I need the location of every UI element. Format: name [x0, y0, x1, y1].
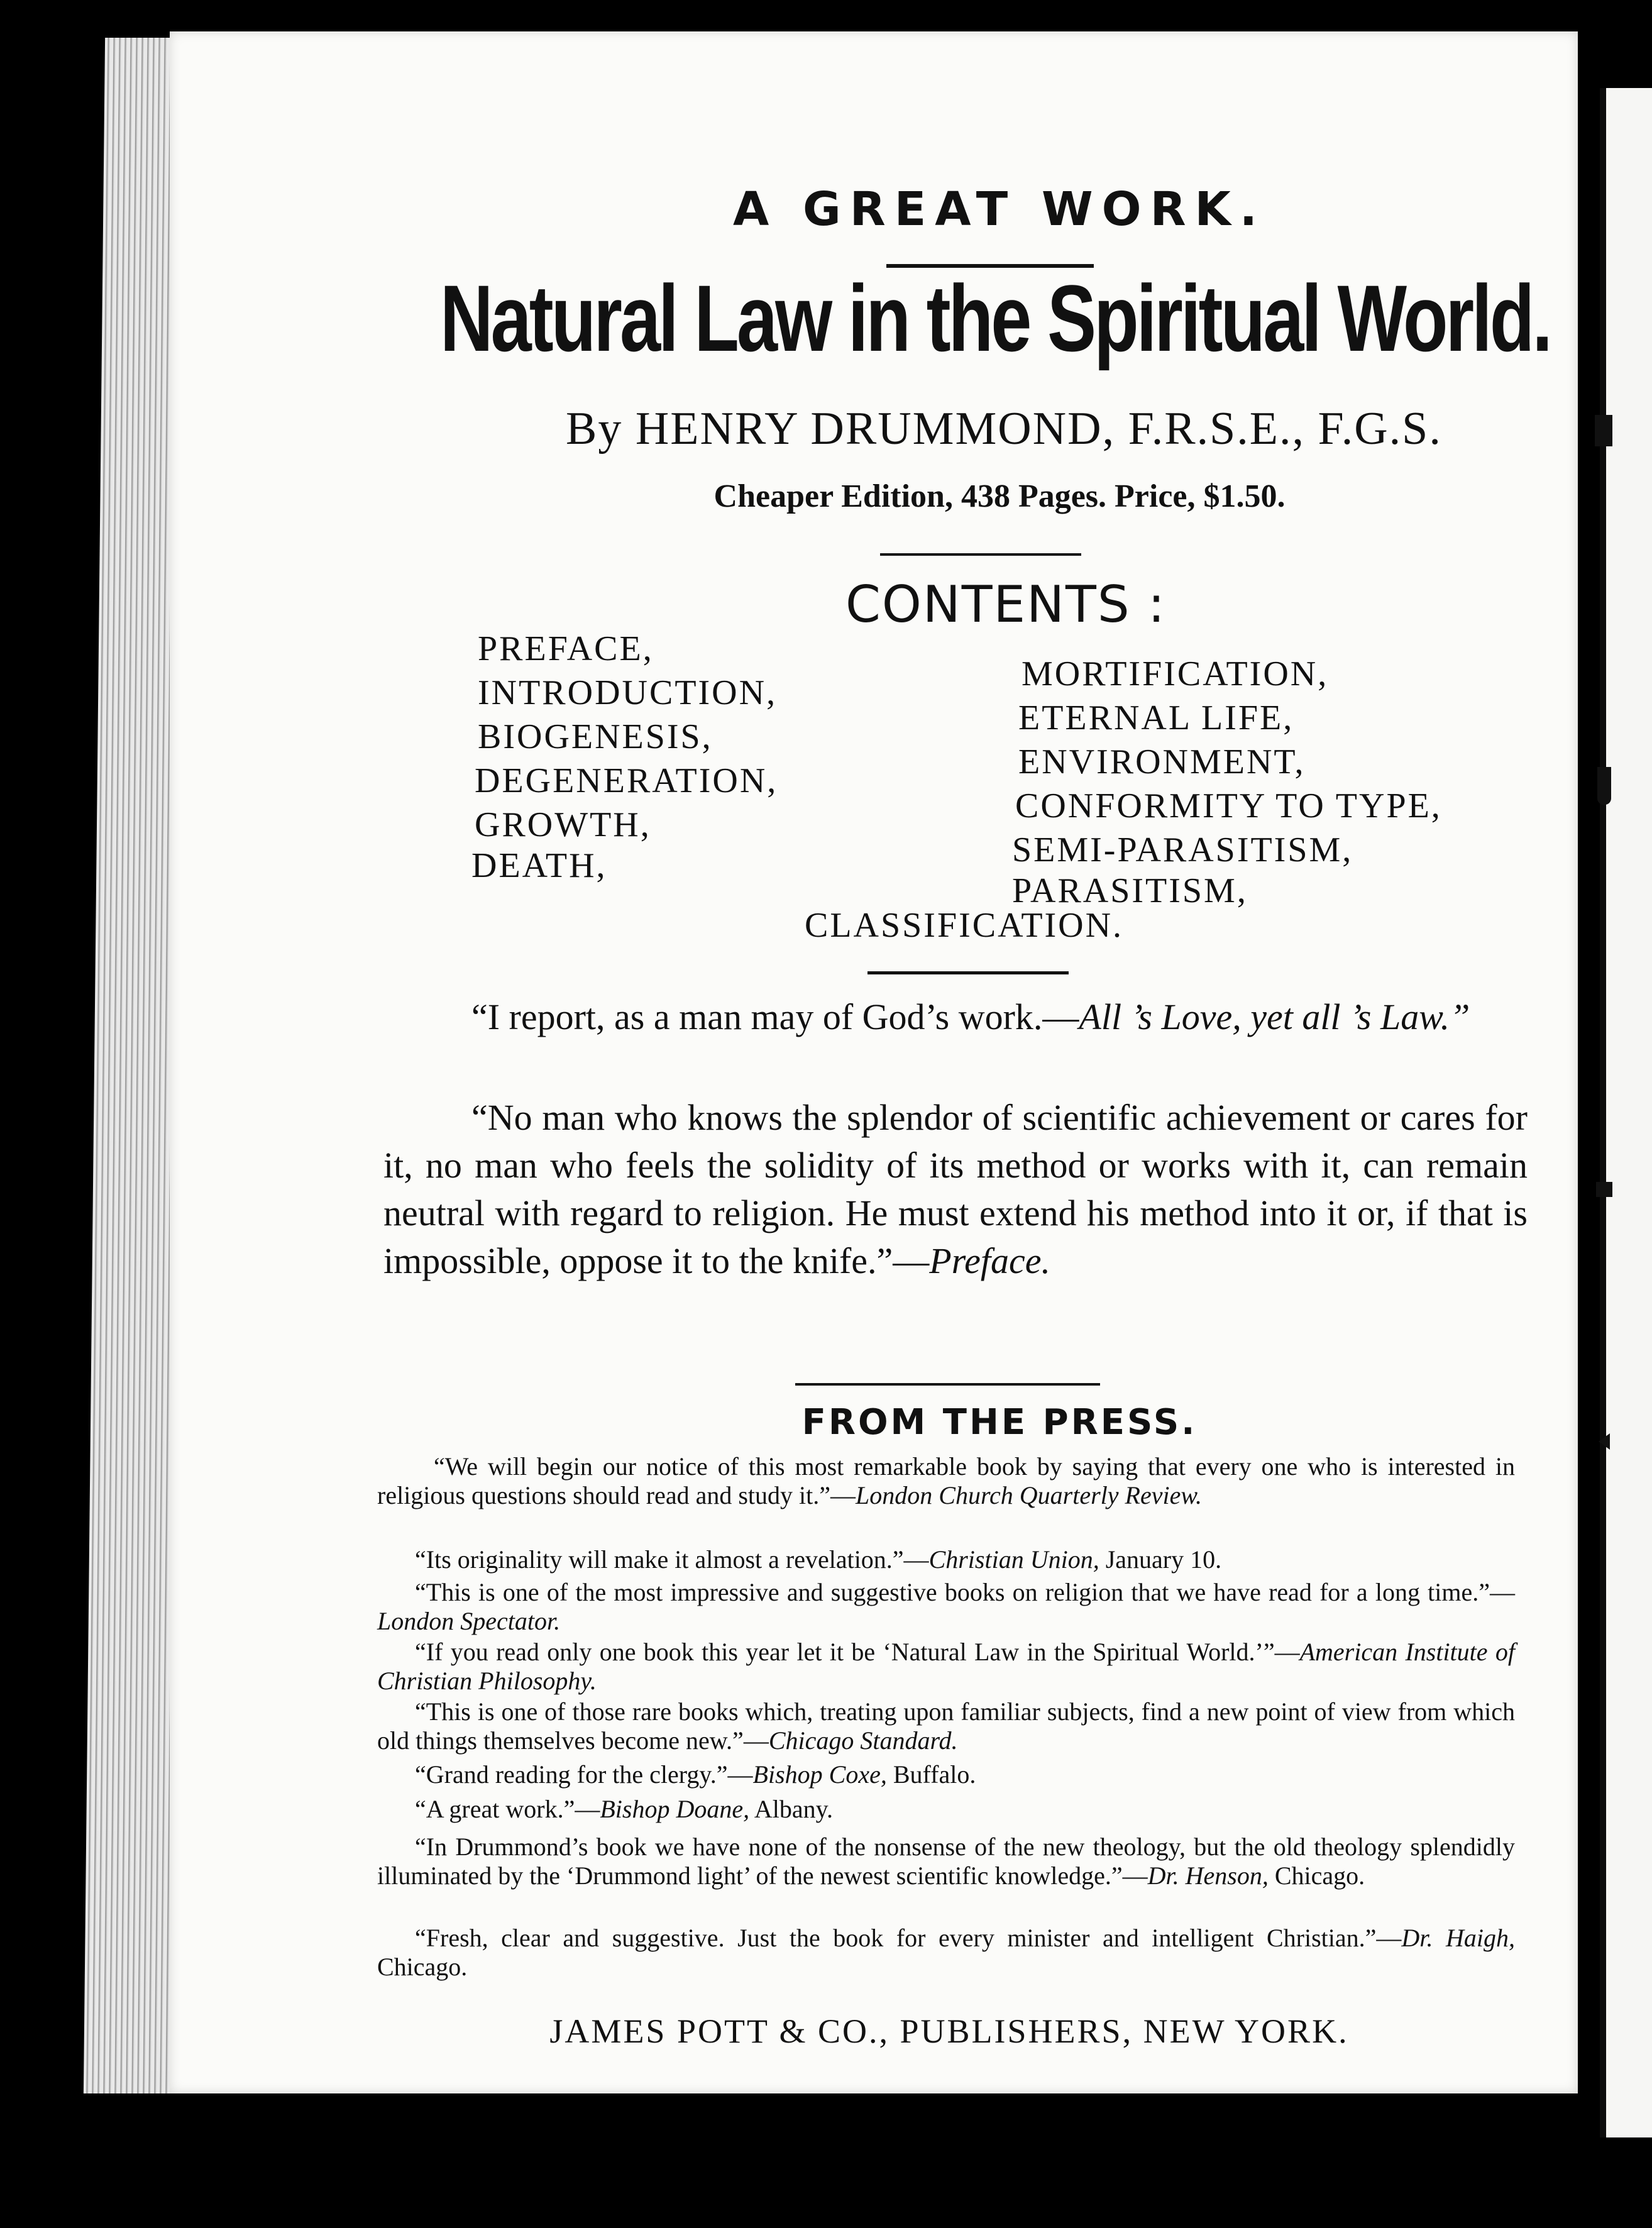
- toc-item: PREFACE,: [478, 629, 654, 668]
- toc-item: ETERNAL LIFE,: [1018, 698, 1294, 737]
- divider-rule: [795, 1383, 1100, 1386]
- press-review: “Its originality will make it almost a revelation.”—Christian Union, January 10.: [415, 1545, 1222, 1574]
- author-line: By HENRY DRUMMOND, F.R.S.E., F.G.S.: [566, 403, 1442, 455]
- press-review: “This is one of the most impressive and suggestive books on religion that we have read for a long time.”—London Spectator.: [377, 1578, 1515, 1635]
- review-source: Chicago Standard.: [768, 1726, 958, 1755]
- quote-source: Preface.: [929, 1240, 1050, 1281]
- review-source: Bishop Coxe,: [752, 1760, 887, 1789]
- toc-item: CONFORMITY TO TYPE,: [1015, 786, 1442, 825]
- facing-page-edge: [1600, 88, 1652, 2137]
- toc-item: DEGENERATION,: [475, 761, 778, 800]
- toc-item: SEMI-PARASITISM,: [1012, 830, 1353, 869]
- press-review: “A great work.”—Bishop Doane, Albany.: [415, 1795, 834, 1823]
- ink-mark: [1597, 767, 1611, 805]
- review-source: Dr. Haigh,: [1401, 1924, 1515, 1952]
- edition-price-line: Cheaper Edition, 438 Pages. Price, $1.50.: [713, 478, 1286, 514]
- press-review: “This is one of those rare books which, treating upon familiar subjects, find a new point of view from which old things themselves become new.”—Chicago Standard.: [377, 1697, 1515, 1755]
- ink-mark: [1599, 1433, 1610, 1450]
- press-review: “Fresh, clear and suggestive. Just the book for every minister and intelligent Christian.”—Dr. Haigh, Chicago.: [377, 1924, 1515, 1981]
- ink-mark: [1596, 1182, 1612, 1197]
- quote-source: All ’s Love, yet all ’s Law.”: [1079, 996, 1470, 1037]
- divider-rule: [880, 553, 1081, 556]
- toc-item: ENVIRONMENT,: [1018, 742, 1306, 781]
- press-review: “In Drummond’s book we have none of the nonsense of the new theology, but the old theology splendidly illuminated by the ‘Drummond light’ of the newest scientific knowledge.”—Dr. Henson, Chicago.: [377, 1833, 1515, 1890]
- quote-text: “I report, as a man may of God’s work.—: [471, 996, 1079, 1037]
- review-source: London Spectator.: [377, 1607, 561, 1635]
- kicker-heading: A GREAT WORK.: [732, 182, 1267, 236]
- quote-text: “No man who knows the splendor of scientific achievement or cares for it, no man who feels the solidity of its method or works with it, can remain neutral with regard to religion. He must extend his method into it or, if that is impossible, oppose it to the knife.”—: [383, 1097, 1528, 1281]
- review-source: Christian Union,: [928, 1545, 1099, 1574]
- press-review: “Grand reading for the clergy.”—Bishop Coxe, Buffalo.: [415, 1760, 976, 1789]
- press-heading: FROM THE PRESS.: [801, 1402, 1198, 1443]
- divider-rule: [867, 971, 1069, 974]
- press-review: “We will begin our notice of this most remarkable book by saying that every one who is interested in religious questions should read and study it.”—London Church Quarterly Review.: [377, 1452, 1515, 1509]
- toc-item: INTRODUCTION,: [478, 673, 778, 712]
- publisher-imprint: JAMES POTT & CO., PUBLISHERS, NEW YORK.: [549, 2012, 1349, 2050]
- toc-item: GROWTH,: [475, 805, 651, 844]
- review-source: Bishop Doane,: [600, 1795, 750, 1823]
- review-source: London Church Quarterly Review.: [856, 1481, 1203, 1509]
- toc-item: MORTIFICATION,: [1021, 654, 1329, 693]
- toc-item: BIOGENESIS,: [478, 717, 713, 756]
- book-title: Natural Law in the Spiritual World.: [440, 265, 1551, 371]
- press-review: “If you read only one book this year let it be ‘Natural Law in the Spiritual World.’”—American Institute of Christian Philosophy.: [377, 1638, 1515, 1695]
- toc-item: CLASSIFICATION.: [805, 906, 1124, 945]
- ink-mark: [1595, 415, 1612, 446]
- epigraph-quote: [383, 993, 1528, 1041]
- toc-item: PARASITISM,: [1012, 871, 1248, 910]
- contents-heading: CONTENTS :: [845, 575, 1166, 634]
- review-source: Dr. Henson,: [1147, 1861, 1269, 1890]
- preface-quote: [383, 1094, 1528, 1285]
- review-source: American Institute of Christian Philosophy.: [377, 1638, 1515, 1695]
- toc-item: DEATH,: [471, 846, 607, 885]
